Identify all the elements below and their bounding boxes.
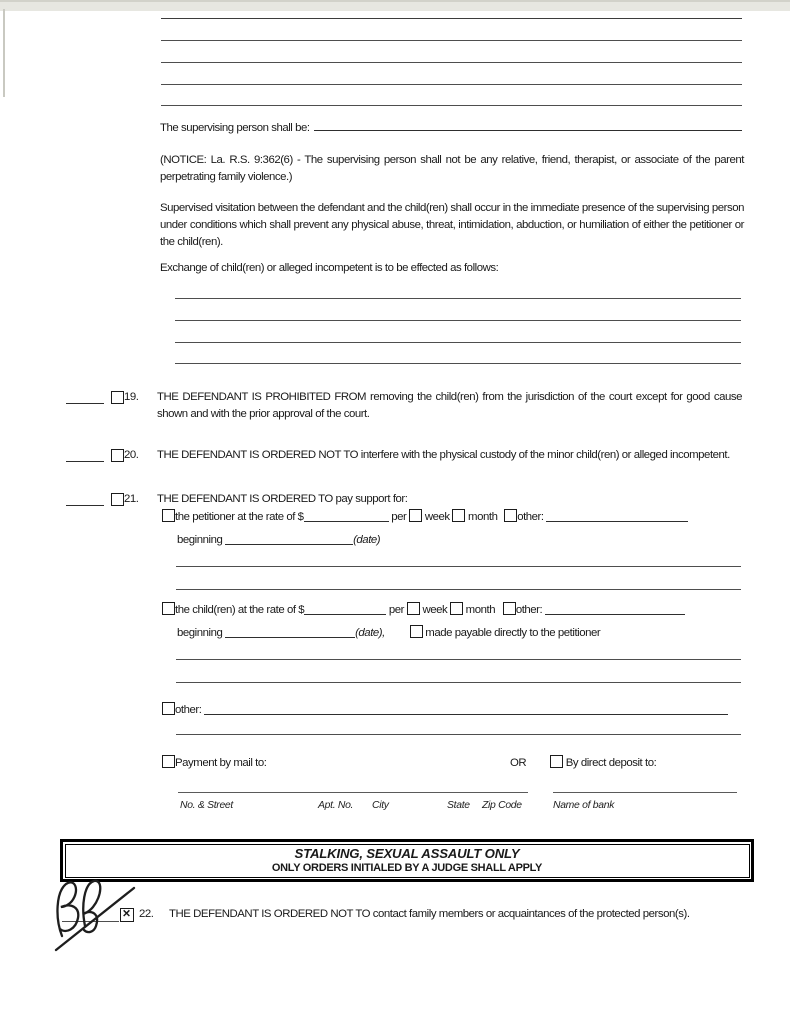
item-19-initials-blank[interactable]: [66, 389, 104, 404]
item-19-row: [66, 389, 742, 423]
petitioner-week-checkbox[interactable]: [409, 509, 422, 522]
item-20-text: THE DEFENDANT IS ORDERED NOT TO interfere with the physical custody of the minor child(ren) or alleged incompetent.: [157, 449, 730, 461]
petitioner-other-checkbox[interactable]: [504, 509, 517, 522]
address-underline[interactable]: [178, 792, 528, 793]
children-support-row: [162, 602, 685, 619]
judge-order-box-inner: [65, 844, 750, 878]
item-21-checkbox[interactable]: [111, 493, 124, 506]
supervising-person-blank[interactable]: [314, 118, 742, 131]
date-label: (date): [353, 534, 381, 546]
address-label-zip: Zip Code: [482, 800, 522, 811]
ruled-line[interactable]: [175, 320, 741, 321]
ruled-line[interactable]: [161, 18, 742, 19]
ruled-line[interactable]: [175, 298, 741, 299]
item-20-initials-blank[interactable]: [66, 447, 104, 462]
direct-deposit-checkbox[interactable]: [550, 755, 563, 768]
other-support-row: [162, 702, 728, 719]
address-label-city: City: [372, 800, 389, 811]
item-20-number: 20.: [124, 449, 139, 461]
beginning-label: beginning: [177, 534, 223, 546]
item-21-text: THE DEFENDANT IS ORDERED TO pay support for:: [157, 493, 408, 505]
petitioner-rate-blank[interactable]: [304, 509, 389, 522]
beginning-label: beginning: [177, 627, 223, 639]
scan-left-edge: [3, 9, 5, 97]
item-21-number: 21.: [124, 493, 139, 505]
date-label: (date),: [355, 627, 385, 639]
other-label: other:: [517, 511, 544, 523]
ruled-line[interactable]: [176, 734, 741, 735]
bank-name-label: Name of bank: [553, 800, 615, 811]
payable-label: made payable directly to the petitioner: [425, 627, 601, 639]
month-label: month: [465, 604, 496, 616]
item-21-row: [66, 491, 742, 508]
week-label: week: [424, 511, 450, 523]
supervising-label: The supervising person shall be:: [160, 122, 310, 134]
notice-paragraph: (NOTICE: La. R.S. 9:362(6) - The supervising person shall not be any relative, friend, therapist, or associate of the parent perpetrating family violence.): [160, 154, 744, 183]
petitioner-other-blank[interactable]: [546, 509, 688, 522]
exchange-label: Exchange of child(ren) or alleged incompetent is to be effected as follows:: [160, 262, 499, 274]
scan-top-band: [0, 0, 790, 11]
direct-deposit-label: By direct deposit to:: [565, 757, 657, 769]
judge-box-subtitle: ONLY ORDERS INITIALED BY A JUDGE SHALL APPLY: [271, 861, 543, 874]
children-checkbox[interactable]: [162, 602, 175, 615]
address-label-street: No. & Street: [180, 800, 233, 811]
other-label: other:: [515, 604, 543, 616]
petitioner-beginning-date-blank[interactable]: [225, 532, 353, 545]
ruled-line[interactable]: [175, 342, 741, 343]
payment-mail-label: Payment by mail to:: [175, 757, 267, 769]
month-label: month: [468, 511, 498, 523]
children-other-checkbox[interactable]: [503, 602, 516, 615]
payable-checkbox[interactable]: [410, 625, 423, 638]
item-20-checkbox[interactable]: [111, 449, 124, 462]
supervising-person-row: [160, 118, 742, 137]
ruled-line[interactable]: [161, 105, 742, 106]
children-week-checkbox[interactable]: [407, 602, 420, 615]
children-rate-label: the child(ren) at the rate of $: [175, 604, 305, 616]
petitioner-beginning-row: [177, 532, 380, 549]
direct-deposit-group: [550, 755, 656, 772]
other-support-blank[interactable]: [204, 702, 728, 715]
ruled-line[interactable]: [176, 566, 741, 567]
supervised-visitation-paragraph: Supervised visitation between the defendant and the child(ren) shall occur in the immediate presence of the supervising person under conditions which shall prevent any physical abuse, threat, intimidation, abduction, or humiliation of either the petitioner or the child(ren).: [160, 202, 744, 248]
petitioner-checkbox[interactable]: [162, 509, 175, 522]
item-22-number: 22.: [139, 908, 154, 920]
ruled-line[interactable]: [176, 659, 741, 660]
other-support-checkbox[interactable]: [162, 702, 175, 715]
judge-order-box: [60, 839, 754, 882]
ruled-line[interactable]: [176, 589, 741, 590]
payment-mail-checkbox[interactable]: [162, 755, 175, 768]
item-19-checkbox[interactable]: [111, 391, 124, 404]
item-19-text: THE DEFENDANT IS PROHIBITED FROM removing the child(ren) from the jurisdiction of the court except for good cause shown and with the prior approval of the court.: [157, 391, 742, 420]
per-label: per: [391, 511, 407, 523]
judge-box-title: STALKING, SEXUAL ASSAULT ONLY: [294, 845, 520, 861]
item-20-row: [66, 447, 742, 464]
other-support-label: other:: [175, 704, 202, 716]
ruled-line[interactable]: [161, 40, 742, 41]
ruled-line[interactable]: [161, 62, 742, 63]
children-other-blank[interactable]: [545, 602, 685, 615]
address-label-apt: Apt. No.: [318, 800, 354, 811]
petitioner-support-row: [162, 509, 688, 526]
children-beginning-row: [177, 625, 600, 642]
children-rate-blank[interactable]: [304, 602, 386, 615]
children-beginning-date-blank[interactable]: [225, 625, 355, 638]
petitioner-month-checkbox[interactable]: [452, 509, 465, 522]
item-22-row: [120, 906, 710, 923]
per-label: per: [388, 604, 404, 616]
item-19-number: 19.: [124, 391, 139, 403]
payment-row: [162, 755, 742, 772]
item-21-initials-blank[interactable]: [66, 491, 104, 506]
item-22-checkbox[interactable]: [120, 908, 134, 922]
item-22-text: THE DEFENDANT IS ORDERED NOT TO contact family members or acquaintances of the protected person(s).: [169, 908, 690, 920]
address-label-state: State: [447, 800, 470, 811]
petitioner-rate-label: the petitioner at the rate of $: [175, 511, 304, 523]
ruled-line[interactable]: [175, 363, 741, 364]
ruled-line[interactable]: [176, 682, 741, 683]
children-month-checkbox[interactable]: [450, 602, 463, 615]
week-label: week: [422, 604, 448, 616]
bank-underline[interactable]: [553, 792, 737, 793]
ruled-line[interactable]: [161, 84, 742, 85]
or-label: OR: [510, 757, 527, 769]
